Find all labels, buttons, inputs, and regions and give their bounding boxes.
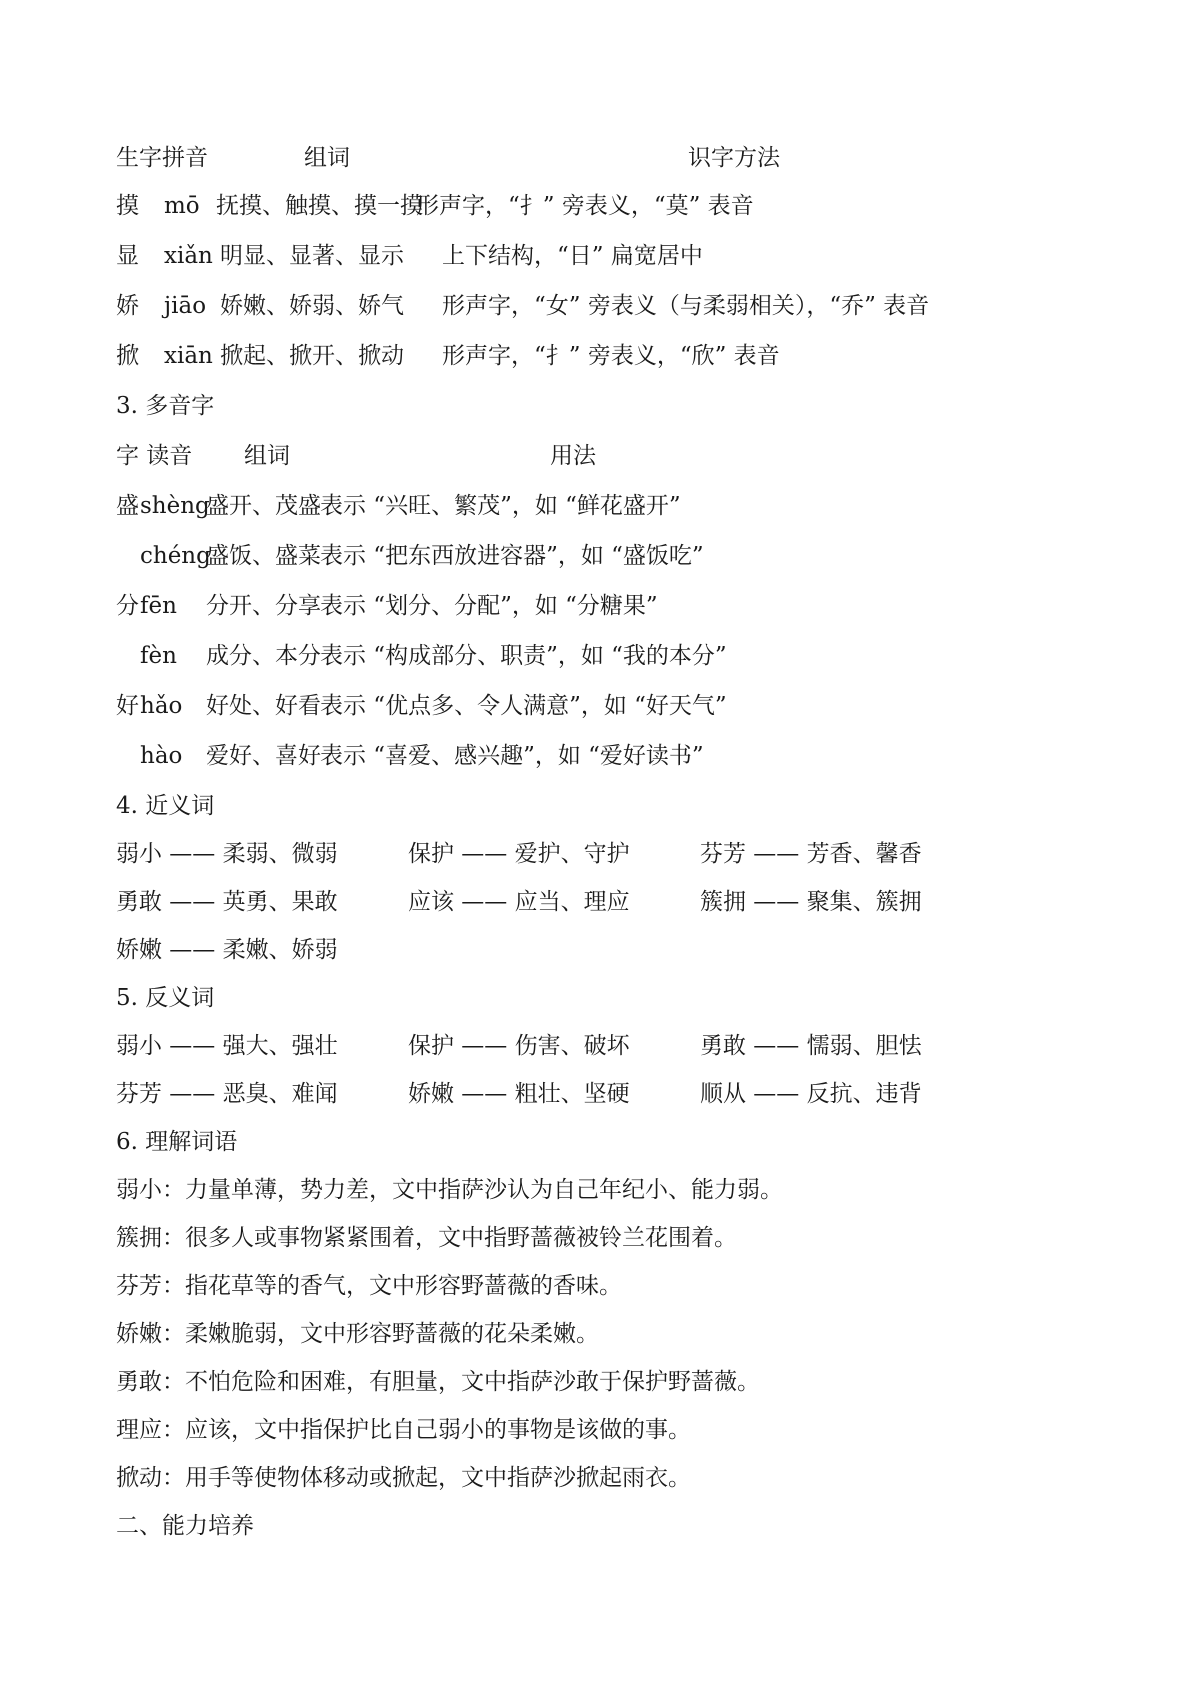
antonym-pair: 保护 —— 伤害、破坏	[408, 1033, 630, 1059]
words: 娇嫩、娇弱、娇气	[220, 293, 404, 319]
reading: chéng	[140, 543, 211, 569]
synonym-pair: 娇嫩 —— 柔嫩、娇弱	[116, 937, 338, 963]
polyphone-row	[116, 588, 658, 624]
usage: 表示 “喜爱、感兴趣”，如 “爱好读书”	[320, 743, 704, 769]
vocab-item: 弱小：力量单薄，势力差，文中指萨沙认为自己年纪小、能力弱。	[116, 1177, 783, 1203]
words: 盛饭、盛菜	[206, 543, 321, 569]
antonym-row	[116, 1028, 922, 1064]
pinyin: mō	[164, 193, 200, 219]
words: 爱好、喜好	[206, 743, 321, 769]
pinyin: xiān	[164, 343, 213, 369]
pinyin: jiāo	[164, 293, 207, 319]
char-row	[116, 288, 930, 324]
header-char-reading: 字 读音	[116, 443, 193, 469]
words: 抚摸、触摸、摸一摸	[216, 193, 423, 219]
char-row	[116, 338, 780, 374]
reading: fèn	[140, 643, 177, 669]
words: 掀起、掀开、掀动	[220, 343, 404, 369]
vocab-item: 簇拥：很多人或事物紧紧围着，文中指野蔷薇被铃兰花围着。	[116, 1225, 737, 1251]
vocab-item: 芬芳：指花草等的香气，文中形容野蔷薇的香味。	[116, 1273, 622, 1299]
synonym-row	[116, 884, 922, 920]
antonym-pair: 顺从 —— 反抗、违背	[700, 1081, 922, 1107]
synonym-row	[116, 932, 338, 968]
header-char-pinyin: 生字拼音	[116, 145, 208, 171]
char: 显	[116, 243, 139, 269]
section-heading-ability: 二、能力培养	[116, 1513, 254, 1539]
section-heading-vocab: 6. 理解词语	[116, 1129, 238, 1155]
char-row	[116, 188, 754, 224]
synonym-pair: 芬芳 —— 芳香、馨香	[700, 841, 922, 867]
char-table-header	[116, 140, 780, 176]
vocab-item: 娇嫩：柔嫩脆弱，文中形容野蔷薇的花朵柔嫩。	[116, 1321, 599, 1347]
usage: 表示 “把东西放进容器”，如 “盛饭吃”	[320, 543, 704, 569]
usage: 表示 “构成部分、职责”，如 “我的本分”	[320, 643, 727, 669]
antonym-row	[116, 1076, 922, 1112]
polyphone-header	[116, 438, 596, 474]
antonym-pair: 弱小 —— 强大、强壮	[116, 1033, 338, 1059]
header-method: 识字方法	[688, 145, 780, 171]
usage: 表示 “优点多、令人满意”，如 “好天气”	[320, 693, 727, 719]
polyphone-row	[116, 638, 727, 674]
header-words: 组词	[304, 145, 350, 171]
char: 好	[116, 693, 139, 719]
header-usage: 用法	[550, 443, 596, 469]
polyphone-row	[116, 488, 681, 524]
reading: fēn	[140, 593, 177, 619]
method: 形声字，“扌” 旁表义，“欣” 表音	[442, 343, 780, 369]
section-heading-antonyms: 5. 反义词	[116, 985, 215, 1011]
char: 掀	[116, 343, 139, 369]
char: 盛	[116, 493, 139, 519]
words: 好处、好看	[206, 693, 321, 719]
synonym-pair: 保护 —— 爱护、守护	[408, 841, 630, 867]
antonym-pair: 勇敢 —— 懦弱、胆怯	[700, 1033, 922, 1059]
words: 明显、显著、显示	[220, 243, 404, 269]
words: 分开、分享	[206, 593, 321, 619]
method: 形声字，“扌” 旁表义，“莫” 表音	[416, 193, 754, 219]
vocab-item: 勇敢：不怕危险和困难，有胆量，文中指萨沙敢于保护野蔷薇。	[116, 1369, 760, 1395]
pinyin: xiǎn	[164, 243, 213, 269]
synonym-pair: 簇拥 —— 聚集、簇拥	[700, 889, 922, 915]
synonym-pair: 勇敢 —— 英勇、果敢	[116, 889, 338, 915]
char: 分	[116, 593, 139, 619]
method: 上下结构，“日” 扁宽居中	[442, 243, 703, 269]
polyphone-row	[116, 538, 704, 574]
reading: hǎo	[140, 693, 183, 719]
usage: 表示 “划分、分配”，如 “分糖果”	[320, 593, 658, 619]
synonym-pair: 应该 —— 应当、理应	[408, 889, 630, 915]
synonym-row	[116, 836, 922, 872]
words: 成分、本分	[206, 643, 321, 669]
reading: shèng	[140, 493, 210, 519]
antonym-pair: 芬芳 —— 恶臭、难闻	[116, 1081, 338, 1107]
section-heading-polyphone: 3. 多音字	[116, 393, 215, 419]
char-row	[116, 238, 703, 274]
section-heading-synonyms: 4. 近义词	[116, 793, 215, 819]
vocab-item: 理应：应该，文中指保护比自己弱小的事物是该做的事。	[116, 1417, 691, 1443]
char: 娇	[116, 293, 139, 319]
words: 盛开、茂盛	[206, 493, 321, 519]
method: 形声字，“女” 旁表义（与柔弱相关），“乔” 表音	[442, 293, 930, 319]
reading: hào	[140, 743, 183, 769]
antonym-pair: 娇嫩 —— 粗壮、坚硬	[408, 1081, 630, 1107]
vocab-item: 掀动：用手等使物体移动或掀起，文中指萨沙掀起雨衣。	[116, 1465, 691, 1491]
usage: 表示 “兴旺、繁茂”，如 “鲜花盛开”	[320, 493, 681, 519]
header-words: 组词	[244, 443, 290, 469]
char: 摸	[116, 193, 139, 219]
synonym-pair: 弱小 —— 柔弱、微弱	[116, 841, 338, 867]
polyphone-row	[116, 738, 704, 774]
polyphone-row	[116, 688, 727, 724]
